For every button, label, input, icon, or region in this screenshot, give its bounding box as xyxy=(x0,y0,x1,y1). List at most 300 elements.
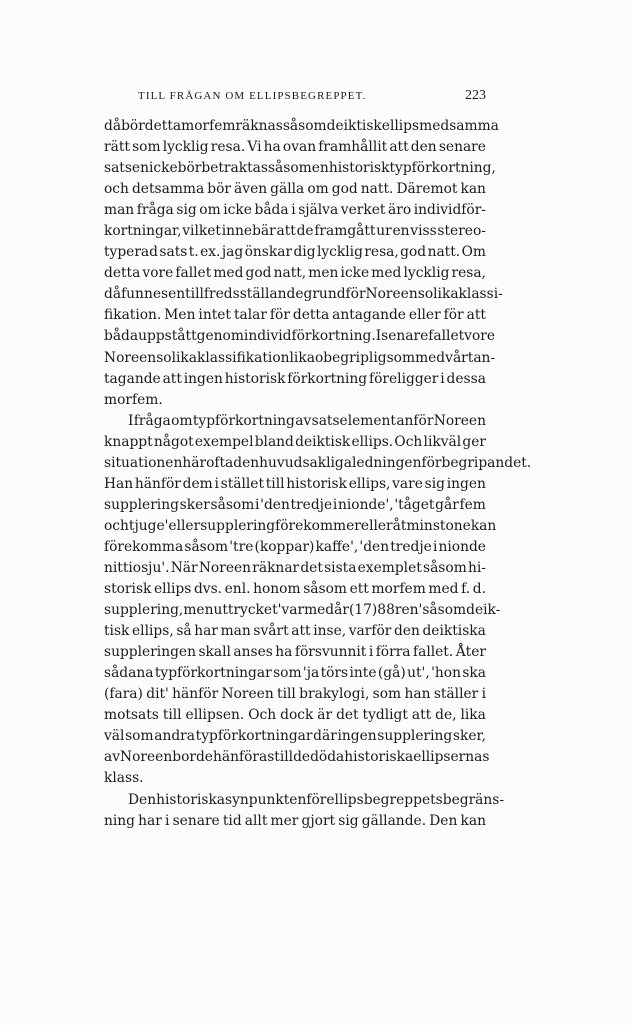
word: supplering, xyxy=(104,602,184,619)
word: då xyxy=(104,118,122,134)
word: samma xyxy=(449,118,499,134)
word: rätt xyxy=(104,139,130,156)
word: bör xyxy=(177,160,202,177)
word: typförkortningar xyxy=(154,665,272,682)
word: ha xyxy=(263,139,281,156)
text-line xyxy=(104,790,505,811)
text-line xyxy=(104,621,486,642)
word: fråga xyxy=(136,202,174,219)
word: försvunnit xyxy=(294,644,367,661)
word: lycklig xyxy=(403,265,450,282)
word: resa, xyxy=(451,265,486,282)
word: (koppar) xyxy=(254,538,315,555)
word: räknar xyxy=(252,559,300,576)
word: i xyxy=(481,686,486,703)
word: han xyxy=(404,686,431,703)
word: de xyxy=(296,223,314,240)
text-line xyxy=(104,726,486,747)
word: hänför xyxy=(172,686,219,703)
word: för xyxy=(421,454,442,471)
word: ingen xyxy=(446,475,486,492)
word: bland xyxy=(254,433,294,450)
word: en xyxy=(311,160,329,177)
word: sådana xyxy=(104,665,154,682)
word: natt. xyxy=(360,181,394,198)
word: icke xyxy=(340,265,370,282)
word: olika xyxy=(163,349,197,366)
word: innebär xyxy=(221,223,276,240)
word: Om xyxy=(461,244,486,261)
word: funnes xyxy=(121,286,169,303)
word: man xyxy=(220,623,251,640)
word: väl xyxy=(104,728,125,745)
text-line xyxy=(104,158,496,179)
word: ingen xyxy=(183,370,223,387)
word: men xyxy=(183,602,214,619)
word: natt. xyxy=(427,244,461,261)
word: nionde xyxy=(438,538,486,555)
text-line xyxy=(104,179,486,200)
word: satselement xyxy=(311,412,396,429)
word: ellips. xyxy=(351,433,394,450)
word: senare xyxy=(438,139,486,156)
word: klassi- xyxy=(458,286,503,303)
word: såsom xyxy=(184,538,229,555)
word: av xyxy=(295,412,312,429)
word: vore xyxy=(464,328,496,345)
word: av xyxy=(104,749,121,766)
word: vore xyxy=(142,265,174,282)
word: typförkortning xyxy=(192,412,295,429)
word: lika xyxy=(460,707,486,724)
word: tjuge' xyxy=(128,517,169,534)
text-line xyxy=(104,348,496,369)
word: nittiosju'. xyxy=(104,559,170,576)
word: Däremot xyxy=(396,181,458,198)
word: med xyxy=(428,581,459,598)
word: att xyxy=(276,223,296,240)
word: kaffe', xyxy=(315,538,359,555)
word: allt xyxy=(244,812,268,829)
word: som xyxy=(386,349,416,366)
word: till xyxy=(274,749,294,766)
text-line xyxy=(104,284,503,305)
word: dig xyxy=(293,244,316,261)
word: ex. xyxy=(200,244,221,261)
word: hänföras xyxy=(212,749,275,766)
word: så xyxy=(176,623,192,640)
word: med xyxy=(304,602,335,619)
word: Den xyxy=(429,812,458,829)
word: god xyxy=(245,265,272,282)
word: äro xyxy=(388,202,412,219)
word: att xyxy=(389,139,409,156)
word: sats xyxy=(159,244,188,261)
text-line xyxy=(104,537,486,558)
text-line xyxy=(104,600,501,621)
word: såsom xyxy=(303,581,347,598)
word: detsamma xyxy=(131,181,205,198)
word: att xyxy=(162,370,182,387)
page-number: 223 xyxy=(465,88,486,103)
word: historisk xyxy=(224,370,286,387)
word: situationen xyxy=(104,454,183,471)
word: 'tre xyxy=(229,538,254,555)
word: det xyxy=(336,707,359,724)
word: supplering xyxy=(200,517,276,534)
word: kan xyxy=(460,181,486,198)
word: knappt xyxy=(104,433,153,450)
word: Och xyxy=(394,433,423,450)
word: I xyxy=(375,328,382,345)
word: ha xyxy=(275,644,293,661)
word: räknas xyxy=(235,118,283,134)
word: anses xyxy=(233,644,273,661)
word: såsom xyxy=(282,118,327,134)
word: jag xyxy=(221,244,244,261)
word: ellips, xyxy=(348,475,391,492)
word: ingen xyxy=(337,728,377,745)
body-text xyxy=(104,116,532,832)
running-title: TILL FRÅGAN OM ELLIPSBEGREPPET. xyxy=(138,90,367,102)
word: ur xyxy=(376,223,392,240)
word: supplering xyxy=(377,728,453,745)
word: motsats xyxy=(104,707,159,724)
word: förekommer xyxy=(275,517,361,534)
word: lycklig xyxy=(316,244,363,261)
word: kan xyxy=(460,812,486,829)
word: mer xyxy=(270,812,299,829)
word: i xyxy=(214,475,219,492)
word: När xyxy=(170,559,198,576)
word: då xyxy=(104,286,122,303)
word: man xyxy=(104,202,135,219)
word: ställer xyxy=(433,686,479,703)
word: deiktisk xyxy=(326,118,382,134)
word: tredje xyxy=(390,538,432,555)
word: 'den xyxy=(359,538,390,555)
word: törs xyxy=(320,665,349,682)
word: att xyxy=(411,707,432,724)
word: har xyxy=(138,812,162,829)
word: olika xyxy=(424,286,459,303)
text-line xyxy=(104,811,486,832)
word: storisk xyxy=(104,581,152,598)
word: med xyxy=(371,265,402,282)
word: 'den xyxy=(260,496,290,513)
word: ning xyxy=(104,812,136,829)
text-line xyxy=(104,453,532,474)
text-line xyxy=(104,305,486,326)
word: är xyxy=(317,707,333,724)
word: andra xyxy=(154,728,195,745)
word: sista xyxy=(324,559,357,576)
word: i xyxy=(368,644,374,661)
word: Han xyxy=(104,475,134,492)
word: framgått xyxy=(314,223,376,240)
word: (fara) xyxy=(104,686,143,703)
text-line xyxy=(104,663,486,684)
word: med xyxy=(213,265,244,282)
word: god xyxy=(400,244,427,261)
word: sker, xyxy=(452,728,486,745)
word: om xyxy=(199,202,221,219)
word: dit' xyxy=(146,686,169,703)
word: (17)88 xyxy=(348,602,395,619)
word: eller xyxy=(168,517,201,534)
text-line xyxy=(104,516,497,537)
word: ofta xyxy=(206,454,234,471)
word: gälla xyxy=(270,181,305,198)
word: att xyxy=(291,623,311,640)
word: som xyxy=(132,139,161,156)
word: ellips xyxy=(154,581,192,598)
word: gjort xyxy=(301,812,336,829)
word: skall xyxy=(198,644,231,661)
word: uppstått xyxy=(138,328,197,345)
word: fikation. xyxy=(104,307,162,324)
word: varför xyxy=(348,623,392,640)
word: detta xyxy=(292,307,330,324)
word: betraktas xyxy=(201,160,268,177)
word: dvs. xyxy=(193,581,223,598)
word: hänför xyxy=(134,475,181,492)
word: ovan xyxy=(282,139,317,156)
word: för xyxy=(345,286,366,303)
word: an- xyxy=(473,349,496,366)
word: förra xyxy=(375,644,411,661)
word: f. xyxy=(461,581,471,598)
word: deiktisk xyxy=(295,433,351,450)
word: deiktiska xyxy=(422,623,486,640)
word: d. xyxy=(472,581,486,598)
word: historisk xyxy=(286,475,347,492)
word: som xyxy=(372,686,402,703)
word: fallet xyxy=(175,265,212,282)
word: sig xyxy=(424,475,445,492)
word: framhållit xyxy=(318,139,388,156)
text-line xyxy=(104,390,486,411)
word: 'hon xyxy=(431,665,461,682)
text-line xyxy=(104,137,486,158)
word: döda xyxy=(310,749,345,766)
word: anför xyxy=(396,412,434,429)
word: suppleringen xyxy=(104,644,196,661)
word: tillfredsställande xyxy=(185,286,304,303)
word: detta xyxy=(144,118,182,134)
word: hi- xyxy=(467,559,486,576)
word: grund xyxy=(303,286,346,303)
word: sig xyxy=(338,812,359,829)
word: sker xyxy=(179,496,210,513)
word: för xyxy=(443,307,464,324)
word: med xyxy=(419,118,450,134)
word: morfem. xyxy=(104,391,163,408)
word: den xyxy=(410,139,437,156)
word: och xyxy=(104,517,129,534)
word: och xyxy=(104,181,129,198)
word: fallet. xyxy=(412,644,454,661)
word: ren' xyxy=(394,602,423,619)
word: såsom xyxy=(423,559,467,576)
word: nionde', xyxy=(337,496,394,513)
word: fallet xyxy=(428,328,465,345)
word: deik- xyxy=(466,602,501,619)
word: tid xyxy=(222,812,242,829)
word: eller xyxy=(360,517,393,534)
word: senare xyxy=(172,812,220,829)
text-line xyxy=(104,411,486,432)
word: typförkortningar xyxy=(195,728,313,745)
word: resa, xyxy=(364,244,399,261)
word: dessa xyxy=(446,370,486,387)
word: förekomma xyxy=(104,538,184,555)
word: obegriplig xyxy=(314,349,387,366)
word: för xyxy=(306,791,327,808)
word: år xyxy=(334,602,349,619)
word: begripandet. xyxy=(441,454,532,471)
word: morfem xyxy=(371,581,426,598)
word: enl. xyxy=(224,581,251,598)
word: åtminstone xyxy=(392,517,471,534)
text-line xyxy=(104,369,486,390)
word: här xyxy=(182,454,207,471)
word: borde xyxy=(172,749,213,766)
word: fem xyxy=(459,496,486,513)
word: klassifikation xyxy=(197,349,290,366)
text-line xyxy=(104,221,486,242)
word: brakylogi, xyxy=(299,686,370,703)
word: historiska xyxy=(156,791,226,808)
word: (gå) xyxy=(377,665,406,682)
word: historisk xyxy=(328,160,390,177)
word: uttrycket xyxy=(213,602,278,619)
text-line xyxy=(104,116,499,137)
word: tydligt xyxy=(362,707,408,724)
word: icke xyxy=(223,202,252,219)
word: senare xyxy=(381,328,429,345)
word: föreligger xyxy=(368,370,439,387)
word: lika xyxy=(289,349,315,366)
word: tagande xyxy=(104,370,161,387)
word: exempel xyxy=(194,433,254,450)
word: supplering xyxy=(104,496,179,513)
word: dock xyxy=(280,707,314,724)
word: kortningar, xyxy=(104,223,182,240)
word: eller xyxy=(408,307,441,324)
word: Och xyxy=(248,707,277,724)
word: exemplet xyxy=(357,559,422,576)
word: detta xyxy=(104,265,141,282)
word: talar xyxy=(233,307,267,324)
word: vare xyxy=(392,475,423,492)
word: om xyxy=(171,412,193,429)
word: något xyxy=(153,433,194,450)
word: huvudsakliga xyxy=(259,454,352,471)
word: i xyxy=(440,370,445,387)
text-line xyxy=(104,242,486,263)
word: bör xyxy=(207,181,231,198)
word: honom xyxy=(253,581,301,598)
word: själva xyxy=(298,202,339,219)
word: i xyxy=(165,812,170,829)
word: Vi xyxy=(247,139,262,156)
word: begräns- xyxy=(442,791,505,808)
word: stället xyxy=(220,475,265,492)
word: inse, xyxy=(313,623,347,640)
word: antagande xyxy=(332,307,406,324)
text-line xyxy=(104,705,486,726)
word: historiska xyxy=(344,749,414,766)
word: typerad xyxy=(104,244,158,261)
word: inte xyxy=(349,665,377,682)
word: att xyxy=(466,307,486,324)
word: ellipsen. xyxy=(185,707,245,724)
word: verket xyxy=(340,202,386,219)
word: i xyxy=(432,538,438,555)
word: Noreen xyxy=(120,749,173,766)
word: 'tåget xyxy=(394,496,435,513)
word: vårt xyxy=(445,349,474,366)
text-line xyxy=(104,768,486,789)
word: god xyxy=(331,181,358,198)
word: såsom xyxy=(267,160,312,177)
word: ger xyxy=(462,433,486,450)
word: tisk xyxy=(104,623,130,640)
word: t. xyxy=(188,244,199,261)
word: Noreens xyxy=(104,349,164,366)
word: satsen xyxy=(104,160,149,177)
word: kan xyxy=(470,517,497,534)
word: Noreen xyxy=(433,412,486,429)
word: till xyxy=(162,707,182,724)
word: till xyxy=(265,475,285,492)
word: ett xyxy=(349,581,369,598)
running-head xyxy=(104,88,486,108)
text-line xyxy=(104,558,486,579)
word: i xyxy=(332,496,338,513)
word: båda xyxy=(104,328,139,345)
word: går xyxy=(435,496,459,513)
word: synpunkten xyxy=(225,791,307,808)
word: tredje xyxy=(290,496,333,513)
word: även xyxy=(234,181,268,198)
word: önskar xyxy=(244,244,293,261)
word: med xyxy=(415,349,446,366)
word: svårt xyxy=(253,623,289,640)
word: den xyxy=(393,623,420,640)
word: ut', xyxy=(407,665,430,682)
word: intet xyxy=(198,307,231,324)
text-line xyxy=(104,474,486,495)
word: ellipsbegreppets xyxy=(326,791,443,808)
word: Men xyxy=(164,307,196,324)
word: har xyxy=(194,623,218,640)
word: genom xyxy=(196,328,244,345)
word: i xyxy=(291,202,296,219)
text-line xyxy=(104,579,486,600)
word: det xyxy=(300,559,323,576)
text-line xyxy=(104,684,486,705)
word: Noreen xyxy=(198,559,252,576)
word: för xyxy=(269,307,290,324)
word: ellips, xyxy=(132,623,174,640)
word: en xyxy=(168,286,186,303)
word: icke xyxy=(148,160,178,177)
word: 'var xyxy=(277,602,305,619)
word: morfem xyxy=(181,118,236,134)
text-line xyxy=(104,747,490,768)
